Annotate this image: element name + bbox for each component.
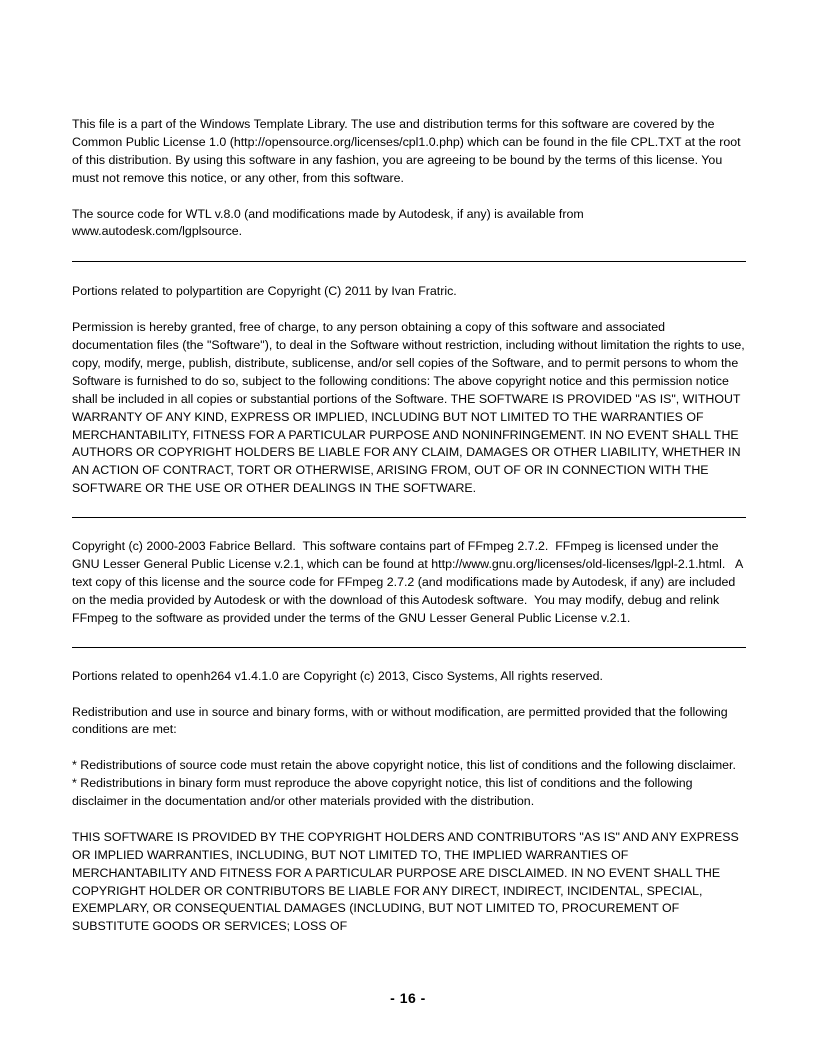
section-wtl	[72, 116, 746, 241]
section-ffmpeg	[72, 538, 746, 628]
section-openh264	[72, 668, 746, 937]
polypartition-permission-paragraph: Permission is hereby granted, free of charge, to any person obtaining a copy of this software and associated documentation files (the "Software"), to deal in the Software without restriction, including without limitation the rights to use, copy, modify, merge, publish, distribute, sublicense, and/or sell copies of the Software, and to permit persons to whom the Software is furnished to do so, subject to the following conditions: The above copyright notice and this permission notice shall be included in all copies or substantial portions of the Software. THE SOFTWARE IS PROVIDED "AS IS", WITHOUT WARRANTY OF ANY KIND, EXPRESS OR IMPLIED, INCLUDING BUT NOT LIMITED TO THE WARRANTIES OF MERCHANTABILITY, FITNESS FOR A PARTICULAR PURPOSE AND NONINFRINGEMENT. IN NO EVENT SHALL THE AUTHORS OR COPYRIGHT HOLDERS BE LIABLE FOR ANY CLAIM, DAMAGES OR OTHER LIABILITY, WHETHER IN AN ACTION OF CONTRACT, TORT OR OTHERWISE, ARISING FROM, OUT OF OR IN CONNECTION WITH THE SOFTWARE OR THE USE OR OTHER DEALINGS IN THE SOFTWARE.	[72, 320, 749, 496]
section-polypartition	[72, 283, 749, 498]
openh264-conditions-list: * Redistributions of source code must retain the above copyright notice, this list of conditions and the following disclaimer. * Redistributions in binary form must reproduce the above copyright notice, this list of conditions and the following disclaimer in the documentation and/or other materials provided with the distribution.	[72, 758, 736, 809]
ffmpeg-license-paragraph: Copyright (c) 2000-2003 Fabrice Bellard. This software contains part of FFmpeg 2.7.2. FFmpeg is licensed under the GNU Lesser General Public License v.2.1, which can be found at http://www.gnu.org/licenses/old-licenses/lgpl-2.1.html. A text copy of this license and the source code for FFmpeg 2.7.2 (and modifications made by Autodesk, if any) are included on the media provided by Autodesk or with the download of this Autodesk software. You may modify, debug and relink FFmpeg to the software as provided under the terms of the GNU Lesser General Public License v.2.1.	[72, 539, 747, 625]
openh264-disclaimer-paragraph: THIS SOFTWARE IS PROVIDED BY THE COPYRIGHT HOLDERS AND CONTRIBUTORS "AS IS" AND ANY EXPRESS OR IMPLIED WARRANTIES, INCLUDING, BUT NOT LIMITED TO, THE IMPLIED WARRANTIES OF MERCHANTABILITY AND FITNESS FOR A PARTICULAR PURPOSE ARE DISCLAIMED. IN NO EVENT SHALL THE COPYRIGHT HOLDER OR CONTRIBUTORS BE LIABLE FOR ANY DIRECT, INDIRECT, INCIDENTAL, SPECIAL, EXEMPLARY, OR CONSEQUENTIAL DAMAGES (INCLUDING, BUT NOT LIMITED TO, PROCUREMENT OF SUBSTITUTE GOODS OR SERVICES; LOSS OF	[72, 829, 743, 934]
openh264-redistribution-paragraph: Redistribution and use in source and binary forms, with or without modification, are permitted provided that the following conditions are met:	[72, 704, 732, 737]
openh264-copyright-paragraph: Portions related to openh264 v1.4.1.0 are Copyright (c) 2013, Cisco Systems, All rights reserved.	[72, 668, 603, 683]
page-number: - 16 -	[390, 990, 426, 1006]
wtl-license-paragraph: This file is a part of the Windows Template Library. The use and distribution terms for this software are covered by the Common Public License 1.0 (http://opensource.org/licenses/cpl1.0.php) which can be found in the file CPL.TXT at the root of this distribution. By using this software in any fashion, you are agreeing to be bound by the terms of this license. You must not remove this notice, or any other, from this software.	[72, 117, 745, 185]
document-body	[72, 116, 749, 936]
polypartition-copyright-paragraph: Portions related to polypartition are Copyright (C) 2011 by Ivan Fratric.	[72, 284, 457, 299]
wtl-source-paragraph: The source code for WTL v.8.0 (and modifications made by Autodesk, if any) is available from www.autodesk.com/lgplsource.	[72, 206, 588, 239]
